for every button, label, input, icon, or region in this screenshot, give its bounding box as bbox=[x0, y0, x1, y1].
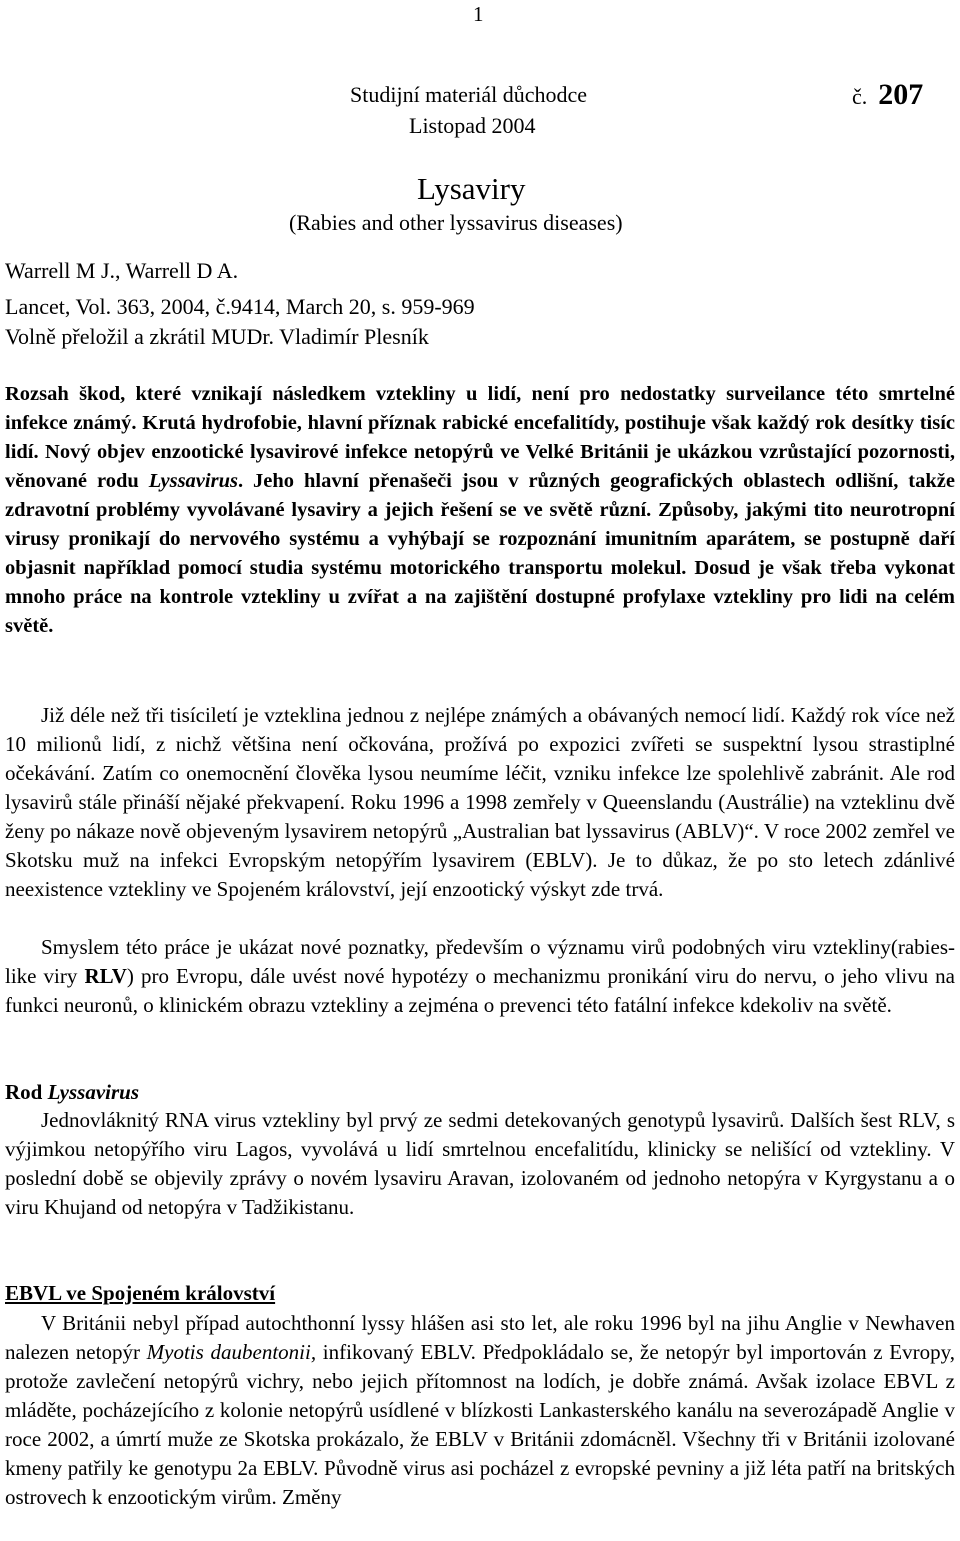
citation-authors: Warrell M J., Warrell D A. bbox=[5, 258, 239, 283]
heading-rod-italic: Lyssavirus bbox=[47, 1080, 140, 1104]
citation-translator: Volně přeložil a zkrátil MUDr. Vladimír Plesník bbox=[5, 324, 429, 349]
intro-text-2a: Smyslem této práce je ukázat nové poznatky, především o významu virů podobných viru vztekliny(rabies-like viry bbox=[5, 935, 955, 988]
issue-number bbox=[852, 78, 923, 112]
issue-date: Listopad 2004 bbox=[409, 113, 536, 138]
ebvl-text-a: V Británii nebyl případ autochthonní lyssy hlášen asi sto let, ale roku 1996 byl na jihu Anglie v Newhaven nalezen netopýr bbox=[5, 1311, 955, 1364]
intro-text-1: Již déle než tři tisíciletí je vzteklina jednou z nejlépe známých a obávaných nemocí lidí. Každý rok více než 10 milionů lidí, z nichž většina není očkována, prožívá po expozici zvířeti se suspektní lysou strastiplné očekávání. Zatím co onemocnění člověka lysou neumíme léčit, vzniku infekce lze spolehlivě zabránit. Ale rod lysavirů stále přináší nějaké překvapení. Roku 1996 a 1998 zemřely v Queenslandu (Austrálie) na vzteklinu dvě ženy po nákaze nově objeveným lysavirem netopýrů „Australian bat lyssavirus (ABLV)“. V roce 2002 zemřel ve Skotsku muž na infekci Evropským netopýřím lysavirem (EBLV). Je to důkaz, že po sto letech zdánlivé neexistence vztekliny ve Spojeném království, její enzootický výskyt zde trvá. bbox=[5, 703, 955, 901]
section-rod-paragraph bbox=[5, 1106, 955, 1222]
series-title: Studijní materiál důchodce bbox=[350, 82, 588, 107]
intro-paragraph-2 bbox=[5, 933, 955, 1020]
abstract-paragraph bbox=[5, 380, 955, 641]
ebvl-text-b: infikovaný EBLV. Předpokládalo se, že netopýr byl importován z Evropy, protože zavlečení netopýrů vichry, nebo jejich přítomnost na lodích, je dobře známá. Avšak izolace EBVL z mláděte, pocházejícího z kolonie netopýrů usídlené v blízkosti Lankasterského kanálu na severozápadě Anglie v roce 2002, a úmrtí muže ze Skotska prokázalo, že EBLV v Británii zdomácněl. Všechny tři v Británii izolované kmeny patřily ke genotypu 2a EBLV. Původně virus asi pocházel z evropské pevniny a již léta patří na britských ostrovech k enzootickým virům. Změny bbox=[5, 1340, 955, 1509]
citation-source: Lancet, Vol. 363, 2004, č.9414, March 20, s. 959-969 bbox=[5, 294, 475, 319]
issue-prefix: č. bbox=[852, 84, 868, 109]
page-number: 1 bbox=[473, 2, 484, 26]
abstract-genus: Lyssavirus bbox=[148, 470, 238, 492]
section-rod-text: Jednovláknitý RNA virus vztekliny byl prvý ze sedmi detekovaných genotypů lysavirů. Dalších šest RLV, s výjimkou netopýřího viru Lagos, vyvolává u lidí smrtelnou encefalitídu, klinicky se nelišící od vztekliny. V poslední době se objevily zprávy o novém lysaviru Aravan, izolovaném od jednoho netopýra v Kyrgystanu a o viru Khujand od netopýra v Tadžikistanu. bbox=[5, 1108, 955, 1219]
abstract-text-1: Rozsah škod, které vznikají následkem vztekliny u lidí, není pro nedostatky surveilance této smrtelné infekce známý. Krutá hydrofobie, hlavní příznak rabické encefalitídy, postihuje však každý rok desítky tisíc lidí. Nový objev enzootické lysavirové infekce netopýrů ve Velké Británii je ukázkou vzrůstající pozornosti, věnované rodu bbox=[5, 383, 955, 492]
heading-rod-plain: Rod bbox=[5, 1080, 48, 1104]
document-title: Lysaviry bbox=[417, 171, 526, 206]
intro-rlv: RLV bbox=[84, 964, 127, 988]
section-heading-ebvl: EBVL ve Spojeném království bbox=[5, 1281, 276, 1305]
document-subtitle: (Rabies and other lyssavirus diseases) bbox=[289, 210, 623, 235]
section-ebvl-paragraph bbox=[5, 1309, 955, 1512]
abstract-text-2: . Jeho hlavní přenašeči jsou v různých geografických oblastech odlišní, takže zdravotní problémy vyvolávané lysaviry a jejich řešení se ve světě různí. Způsoby, jakými tito neurotropní virusy pronikají do nervového systému a vyhýbají se rozpoznání imunitním aparátem, se postupně daří objasnit například pomocí studia systému motorického transportu molekul. Dosud je však třeba vykonat mnoho práce na kontrole vztekliny u zvířat a na zajištění dostupné profylaxe vztekliny pro lidi na celém světě. bbox=[5, 470, 955, 637]
intro-paragraph-1 bbox=[5, 701, 955, 904]
intro-text-2b: ) pro Evropu, dále uvést nové hypotézy o mechanizmu pronikání viru do nervu, o jeho vlivu na funkci neuronů, o klinickém obrazu vztekliny a zejména o prevenci této fatální infekce kdekoliv na světě. bbox=[5, 964, 955, 1017]
ebvl-species: Myotis daubentonii, bbox=[146, 1340, 317, 1364]
issue-number-value: 207 bbox=[878, 78, 924, 111]
section-heading-rod bbox=[5, 1080, 139, 1105]
